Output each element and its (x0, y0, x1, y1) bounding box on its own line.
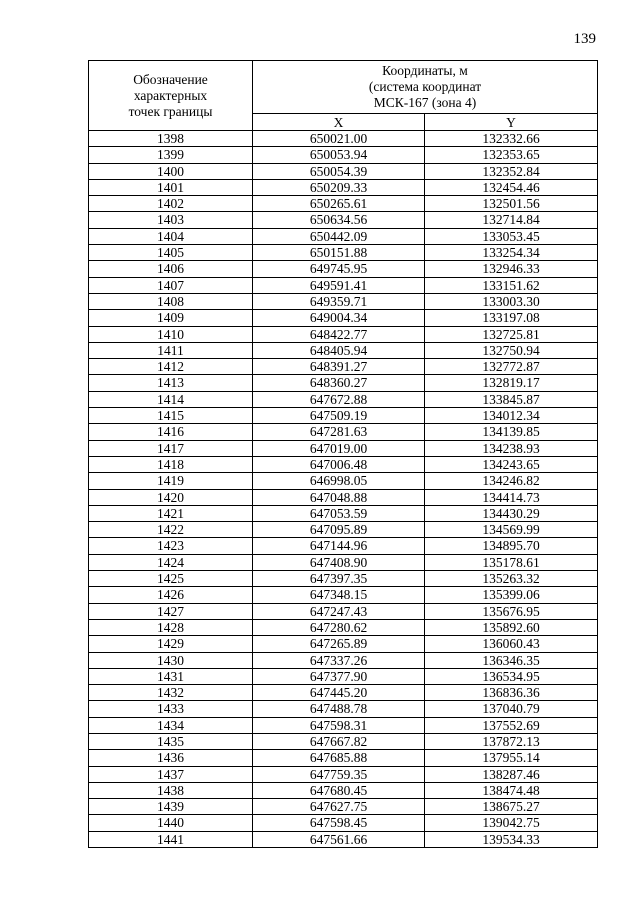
table-row (89, 228, 598, 244)
point-id-cell: 1401 (89, 179, 253, 195)
y-coordinate-cell: 135263.32 (425, 571, 598, 587)
table-row (89, 261, 598, 277)
point-id-cell: 1414 (89, 391, 253, 407)
y-coordinate-cell: 137872.13 (425, 733, 598, 749)
table-row (89, 603, 598, 619)
table-row (89, 554, 598, 570)
point-id-cell: 1430 (89, 652, 253, 668)
point-id-cell: 1437 (89, 766, 253, 782)
y-coordinate-cell: 134238.93 (425, 440, 598, 456)
point-id-cell: 1425 (89, 571, 253, 587)
point-id-cell: 1404 (89, 228, 253, 244)
x-coordinate-cell: 647488.78 (253, 701, 425, 717)
point-id-cell: 1426 (89, 587, 253, 603)
x-coordinate-cell: 647759.35 (253, 766, 425, 782)
table-header (89, 61, 598, 131)
table-row (89, 456, 598, 472)
table-row (89, 310, 598, 326)
x-coordinate-cell: 647095.89 (253, 522, 425, 538)
x-coordinate-cell: 649004.34 (253, 310, 425, 326)
x-coordinate-cell: 647408.90 (253, 554, 425, 570)
x-coordinate-cell: 647247.43 (253, 603, 425, 619)
y-coordinate-cell: 134246.82 (425, 473, 598, 489)
point-id-cell: 1399 (89, 147, 253, 163)
point-id-cell: 1412 (89, 359, 253, 375)
table-row (89, 131, 598, 147)
table-row (89, 685, 598, 701)
x-coordinate-cell: 647048.88 (253, 489, 425, 505)
point-id-cell: 1400 (89, 163, 253, 179)
x-coordinate-cell: 648422.77 (253, 326, 425, 342)
point-id-cell: 1436 (89, 750, 253, 766)
y-coordinate-cell: 134139.85 (425, 424, 598, 440)
point-id-cell: 1420 (89, 489, 253, 505)
y-coordinate-cell: 134430.29 (425, 505, 598, 521)
y-coordinate-cell: 132725.81 (425, 326, 598, 342)
table-row (89, 505, 598, 521)
y-coordinate-cell: 134012.34 (425, 408, 598, 424)
x-coordinate-cell: 650054.39 (253, 163, 425, 179)
x-coordinate-cell: 647377.90 (253, 668, 425, 684)
y-coordinate-cell: 135399.06 (425, 587, 598, 603)
y-coordinate-cell: 138675.27 (425, 799, 598, 815)
table-row (89, 277, 598, 293)
table-row (89, 147, 598, 163)
table-row (89, 538, 598, 554)
x-coordinate-cell: 647281.63 (253, 424, 425, 440)
x-coordinate-cell: 649745.95 (253, 261, 425, 277)
coords-header-line: Координаты, м (382, 63, 468, 78)
point-id-cell: 1419 (89, 473, 253, 489)
table-row (89, 668, 598, 684)
y-coordinate-cell: 137040.79 (425, 701, 598, 717)
y-coordinate-cell: 132819.17 (425, 375, 598, 391)
x-column-header: X (253, 114, 425, 131)
y-coordinate-cell: 132454.46 (425, 179, 598, 195)
point-id-cell: 1408 (89, 293, 253, 309)
point-header-line: характерных (133, 87, 208, 103)
point-id-cell: 1427 (89, 603, 253, 619)
table-row (89, 408, 598, 424)
point-id-cell: 1421 (89, 505, 253, 521)
table-row (89, 619, 598, 635)
table-row (89, 799, 598, 815)
x-coordinate-cell: 647667.82 (253, 733, 425, 749)
point-id-cell: 1422 (89, 522, 253, 538)
x-coordinate-cell: 650634.56 (253, 212, 425, 228)
table-row (89, 815, 598, 831)
table-row (89, 196, 598, 212)
y-coordinate-cell: 134243.65 (425, 456, 598, 472)
point-header-line: точек границы (128, 103, 213, 119)
x-coordinate-cell: 647265.89 (253, 636, 425, 652)
x-coordinate-cell: 647019.00 (253, 440, 425, 456)
x-coordinate-cell: 647561.66 (253, 831, 425, 847)
x-coordinate-cell: 650265.61 (253, 196, 425, 212)
point-id-cell: 1402 (89, 196, 253, 212)
table-row (89, 179, 598, 195)
point-id-cell: 1440 (89, 815, 253, 831)
point-id-cell: 1435 (89, 733, 253, 749)
point-id-cell: 1433 (89, 701, 253, 717)
x-coordinate-cell: 648391.27 (253, 359, 425, 375)
y-coordinate-cell: 132772.87 (425, 359, 598, 375)
y-coordinate-cell: 132501.56 (425, 196, 598, 212)
y-coordinate-cell: 136346.35 (425, 652, 598, 668)
point-column-header (89, 61, 253, 131)
x-coordinate-cell: 646998.05 (253, 473, 425, 489)
y-coordinate-cell: 132946.33 (425, 261, 598, 277)
table-row (89, 489, 598, 505)
table-row (89, 717, 598, 733)
point-id-cell: 1428 (89, 619, 253, 635)
y-coordinate-cell: 133254.34 (425, 245, 598, 261)
point-id-cell: 1398 (89, 131, 253, 147)
coords-header-line: (система координат (368, 79, 482, 94)
y-coordinate-cell: 132352.84 (425, 163, 598, 179)
x-coordinate-cell: 647685.88 (253, 750, 425, 766)
point-id-cell: 1439 (89, 799, 253, 815)
point-header-line: Обозначение (133, 71, 208, 87)
table-row (89, 342, 598, 358)
table-row (89, 245, 598, 261)
table-row (89, 733, 598, 749)
table-row (89, 391, 598, 407)
y-coordinate-cell: 135892.60 (425, 619, 598, 635)
x-coordinate-cell: 647672.88 (253, 391, 425, 407)
x-coordinate-cell: 647598.45 (253, 815, 425, 831)
table-row (89, 326, 598, 342)
y-coordinate-cell: 136534.95 (425, 668, 598, 684)
y-coordinate-cell: 132714.84 (425, 212, 598, 228)
table-row (89, 750, 598, 766)
point-id-cell: 1411 (89, 342, 253, 358)
point-id-cell: 1406 (89, 261, 253, 277)
table-row (89, 782, 598, 798)
x-coordinate-cell: 647348.15 (253, 587, 425, 603)
y-coordinate-cell: 134895.70 (425, 538, 598, 554)
point-id-cell: 1431 (89, 668, 253, 684)
y-coordinate-cell: 133053.45 (425, 228, 598, 244)
y-coordinate-cell: 133003.30 (425, 293, 598, 309)
table-row (89, 587, 598, 603)
table-row (89, 636, 598, 652)
y-coordinate-cell: 138474.48 (425, 782, 598, 798)
table-row (89, 522, 598, 538)
coordinates-table (88, 60, 598, 848)
page-number: 139 (573, 31, 596, 47)
y-coordinate-cell: 136836.36 (425, 685, 598, 701)
y-coordinate-cell: 133197.08 (425, 310, 598, 326)
x-coordinate-cell: 647627.75 (253, 799, 425, 815)
point-id-cell: 1403 (89, 212, 253, 228)
table-row (89, 701, 598, 717)
point-id-cell: 1405 (89, 245, 253, 261)
y-coordinate-cell: 135676.95 (425, 603, 598, 619)
y-coordinate-cell: 139042.75 (425, 815, 598, 831)
point-id-cell: 1417 (89, 440, 253, 456)
x-coordinate-cell: 647445.20 (253, 685, 425, 701)
y-coordinate-cell: 138287.46 (425, 766, 598, 782)
x-coordinate-cell: 650021.00 (253, 131, 425, 147)
x-coordinate-cell: 647144.96 (253, 538, 425, 554)
x-coordinate-cell: 647680.45 (253, 782, 425, 798)
point-id-cell: 1413 (89, 375, 253, 391)
y-coordinate-cell: 135178.61 (425, 554, 598, 570)
table-row (89, 766, 598, 782)
y-coordinate-cell: 132332.66 (425, 131, 598, 147)
x-coordinate-cell: 647598.31 (253, 717, 425, 733)
point-id-cell: 1432 (89, 685, 253, 701)
y-column-header: Y (425, 114, 598, 131)
y-coordinate-cell: 137552.69 (425, 717, 598, 733)
table-row (89, 163, 598, 179)
table-row (89, 293, 598, 309)
x-coordinate-cell: 647053.59 (253, 505, 425, 521)
point-id-cell: 1438 (89, 782, 253, 798)
point-id-cell: 1407 (89, 277, 253, 293)
x-coordinate-cell: 648405.94 (253, 342, 425, 358)
x-coordinate-cell: 647006.48 (253, 456, 425, 472)
table-row (89, 473, 598, 489)
table-row (89, 212, 598, 228)
x-coordinate-cell: 650053.94 (253, 147, 425, 163)
coords-header-line: МСК-167 (зона 4) (373, 95, 477, 110)
x-coordinate-cell: 650151.88 (253, 245, 425, 261)
point-id-cell: 1409 (89, 310, 253, 326)
y-coordinate-cell: 136060.43 (425, 636, 598, 652)
y-coordinate-cell: 134414.73 (425, 489, 598, 505)
x-coordinate-cell: 647280.62 (253, 619, 425, 635)
table-row (89, 359, 598, 375)
table-row (89, 831, 598, 847)
x-coordinate-cell: 647509.19 (253, 408, 425, 424)
table-row (89, 424, 598, 440)
point-id-cell: 1418 (89, 456, 253, 472)
y-coordinate-cell: 133151.62 (425, 277, 598, 293)
table-row (89, 652, 598, 668)
x-coordinate-cell: 649591.41 (253, 277, 425, 293)
y-coordinate-cell: 139534.33 (425, 831, 598, 847)
point-id-cell: 1441 (89, 831, 253, 847)
table-row (89, 571, 598, 587)
y-coordinate-cell: 137955.14 (425, 750, 598, 766)
x-coordinate-cell: 649359.71 (253, 293, 425, 309)
point-id-cell: 1410 (89, 326, 253, 342)
y-coordinate-cell: 132353.65 (425, 147, 598, 163)
point-id-cell: 1416 (89, 424, 253, 440)
point-id-cell: 1429 (89, 636, 253, 652)
x-coordinate-cell: 650442.09 (253, 228, 425, 244)
y-coordinate-cell: 132750.94 (425, 342, 598, 358)
y-coordinate-cell: 133845.87 (425, 391, 598, 407)
table-row (89, 375, 598, 391)
x-coordinate-cell: 647337.26 (253, 652, 425, 668)
point-id-cell: 1424 (89, 554, 253, 570)
x-coordinate-cell: 647397.35 (253, 571, 425, 587)
y-coordinate-cell: 134569.99 (425, 522, 598, 538)
table-row (89, 440, 598, 456)
coordinates-column-header (253, 61, 598, 114)
x-coordinate-cell: 648360.27 (253, 375, 425, 391)
x-coordinate-cell: 650209.33 (253, 179, 425, 195)
point-id-cell: 1434 (89, 717, 253, 733)
table-body (89, 131, 598, 848)
point-id-cell: 1415 (89, 408, 253, 424)
point-id-cell: 1423 (89, 538, 253, 554)
